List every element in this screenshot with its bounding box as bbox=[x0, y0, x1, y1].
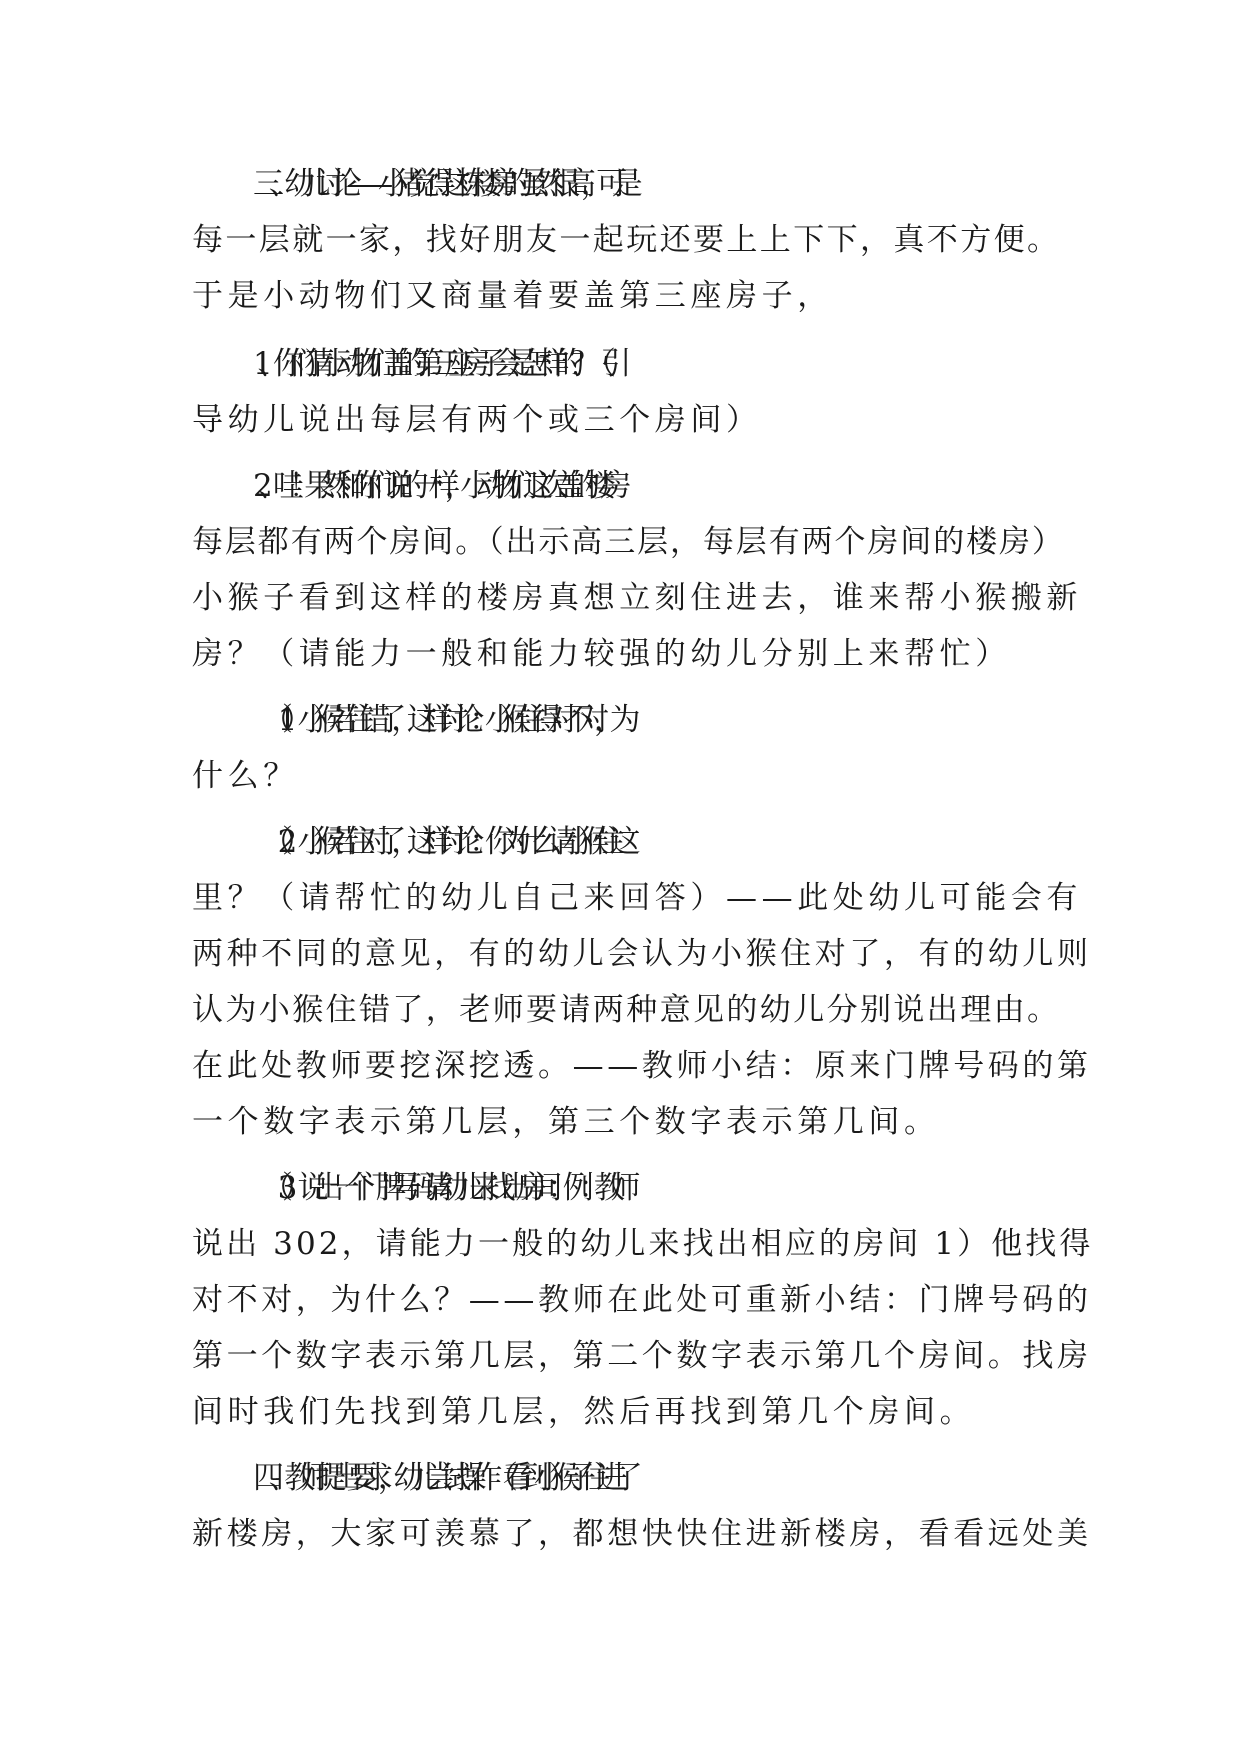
paragraph-line: 导幼儿说出每层有两个或三个房间） bbox=[192, 402, 762, 438]
paragraph-line: 在此处教师要挖深挖透。——教师小结：原来门牌号码的第 bbox=[192, 1048, 1092, 1084]
paragraph-line: 什么？ bbox=[192, 758, 299, 794]
paragraph-line: 三、幼儿讨论——小猪觉得这栋楼房的虽然很高，可是 bbox=[253, 166, 628, 202]
paragraph-line: 2、哇！果然和你们说的一样，小动物们这次盖的楼房 bbox=[253, 468, 617, 504]
paragraph-line: 一个数字表示第几层，第三个数字表示第几间。 bbox=[192, 1104, 940, 1140]
paragraph-line: 小猴子看到这样的楼房真想立刻住进去，谁来帮小猴搬新 bbox=[192, 580, 1082, 616]
paragraph-line: 房？（请能力一般和能力较强的幼儿分别上来帮忙） bbox=[192, 636, 1011, 672]
paragraph-line: （3）说出一个门牌号码请幼儿来找出房间：例：教师 bbox=[262, 1170, 626, 1206]
paragraph-line: 对不对，为什么？——教师在此处可重新小结：门牌号码的 bbox=[192, 1282, 1092, 1318]
paragraph-line: 1、你们猜小动物们盖的第三座房子会是怎样的？（引 bbox=[253, 346, 617, 382]
paragraph-line: 每一层就一家，找好朋友一起玩还要上上下下，真不方便。 bbox=[192, 222, 1061, 258]
paragraph-line: 认为小猴住错了，老师要请两种意见的幼儿分别说出理由。 bbox=[192, 992, 1061, 1028]
paragraph-line: 每层都有两个房间。（出示高三层，每层有两个房间的楼房） bbox=[192, 524, 1065, 560]
paragraph-line: 两种不同的意见，有的幼儿会认为小猴住对了，有的幼儿则 bbox=[192, 936, 1092, 972]
paragraph-line: 里？（请帮忙的幼儿自己来回答）——此处幼儿可能会有 bbox=[192, 880, 1082, 916]
paragraph-line: （1）小猴若住错了，这样讨论：小猴住得对不对，为 bbox=[262, 702, 626, 738]
paragraph-line: （2）小猴若住对了，这样讨论：你为什么请小猴住这 bbox=[262, 824, 626, 860]
paragraph-line: 新楼房，大家可羡慕了，都想快快住进新楼房，看看远处美 bbox=[192, 1516, 1092, 1552]
paragraph-line: 四、教师提出要求，幼儿尝试操作（看到小猴子住进了 bbox=[253, 1460, 628, 1496]
paragraph-line: 第一个数字表示第几层，第二个数字表示第几个房间。找房 bbox=[192, 1338, 1092, 1374]
paragraph-line: 间时我们先找到第几层，然后再找到第几个房间。 bbox=[192, 1394, 976, 1430]
paragraph-line: 说出 302，请能力一般的幼儿来找出相应的房间 1）他找得 bbox=[192, 1226, 1094, 1262]
paragraph-line: 于是小动物们又商量着要盖第三座房子， bbox=[192, 278, 833, 314]
